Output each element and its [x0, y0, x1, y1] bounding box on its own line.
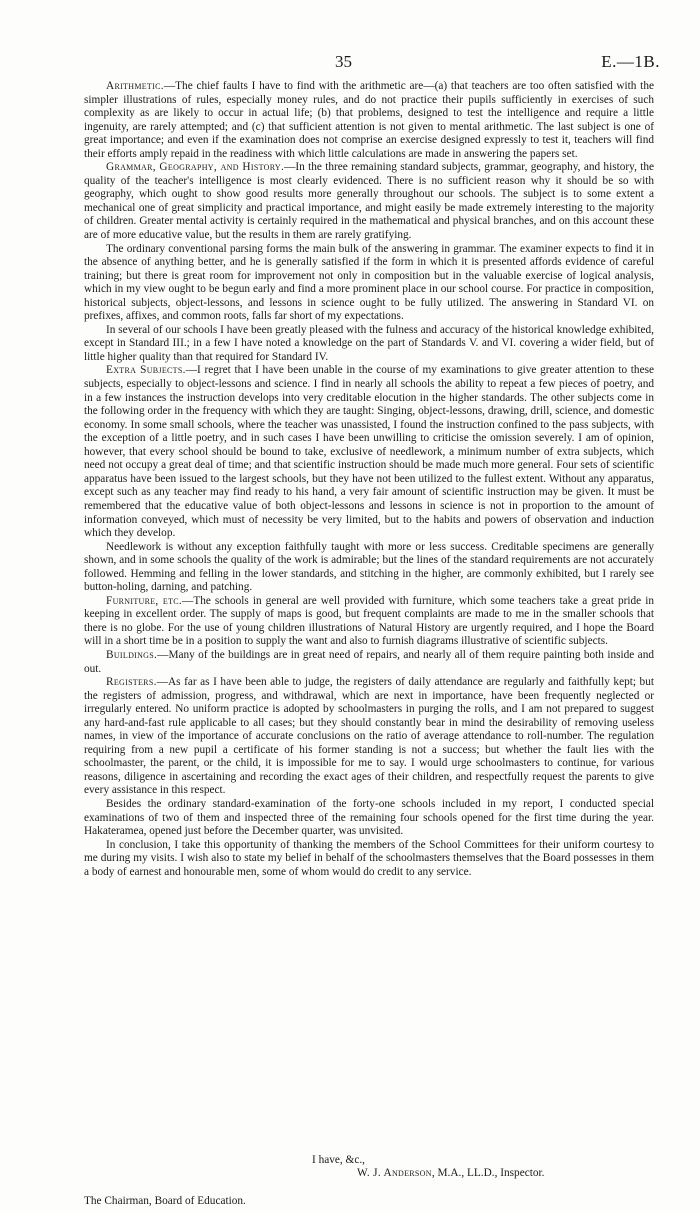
page-number: 35 — [335, 52, 352, 71]
section-heading: Grammar, Geography, and History. — [106, 161, 285, 174]
paragraph-text: —As far as I have been able to judge, the registers of daily attendance are regularly and faithfully kept; but the registers of admission, progress, and withdrawal, which are next in importance, have been frequently neglected or irregularly entered. No uniform practice is adopted by schoolmasters in purging the rolls, and I am not prepared to suggest any hard-and-fast rule applicable to all cases; but they should constantly bear in mind the desirability of removing useless names, in view of the importance of accurate conclusions on the ratio of average attendance to roll-number. The regulation requiring from a new pupil a certificate of his former standing is not a success; but whether the fault lies with the schoolmaster, the parent, or the child, it is impossible for me to say. I would urge schoolmasters to continue, for various reasons, diligence in ascertaining and recording the exact ages of their children, and respectfully request the parents to give every assistance in this respect. — [84, 676, 654, 797]
paragraph-text: In conclusion, I take this opportunity of thanking the members of the School Committees for their uniform courtesy to me during my visits. I wish also to state my belief in behalf of the schoolmasters themselves that the Board possesses in them a body of earnest and honourable men, some of whom would do credit to any service. — [84, 838, 654, 878]
paragraph-historical-knowledge — [84, 324, 654, 365]
paragraph-text: —Many of the buildings are in great need of repairs, and nearly all of them require painting both inside and out. — [84, 648, 654, 675]
paragraph-extra-subjects — [84, 364, 654, 540]
closing-salutation: I have, &c., — [312, 1154, 366, 1166]
paragraph-furniture — [84, 595, 654, 649]
paragraph-conclusion — [84, 839, 654, 880]
paragraph-text: —In the three remaining standard subjects, grammar, geography, and history, the quality of the teacher's intelligence is most clearly evidenced. There is no sufficient reason why it should be so with geography, which ought to show good results more generally throughout our schools. The subject is to some extent a mechanical one of great simplicity and practical importance, and might easily be made extremely interesting to the majority of children. Greater mental activity is certainly required in the mathematical and physical branches, and on this account these are of more educative value, but the results in them are rarely gratifying. — [84, 161, 654, 242]
paragraph-text: The ordinary conventional parsing forms the main bulk of the answering in grammar. The examiner expects to find it in the absence of anything better, and he is generally satisfied if the form in which it is presented affords evidence of careful training; but there is great room for improvement not only in composition but in the valuable exercise of logical analysis, which in my view ought to be begun early and find a more prominent place in our school course. For practice in composition, historical subjects, object-lessons, and lessons in science ought to be fully utilized. The answering in Standard VI. on prefixes, affixes, and common roots, falls far short of my expectations. — [84, 242, 654, 323]
section-heading: Registers. — [106, 676, 157, 689]
addressee: The Chairman, Board of Education. — [84, 1195, 246, 1207]
section-heading: Furniture, etc. — [106, 594, 183, 607]
paragraph-text: —The chief faults I have to find with the arithmetic are—(a) that teachers are too often satisfied with the simpler illustrations of rules, especially money rules, and do not practice their pupils sufficiently in exercises of such complexity as are likely to occur in actual life; (b) that problems, designed to test the intelligence and require a little ingenuity, are rarely attempted; and (c) that sufficient attention is not given to mental arithmetic. The last subject is one of great importance; and even if the examination does not comprise an exercise designed expressly to test it, teachers will find their efforts amply repaid in the readiness with which little calculations are made in answering the papers set. — [84, 80, 654, 160]
signature-name: W. J. Anderson — [357, 1167, 432, 1179]
page-header — [0, 52, 700, 72]
paragraph-text: —I regret that I have been unable in the course of my examinations to give greater attention to these subjects, especially to object-lessons and science. I find in nearly all schools the ability to repeat a few pieces of poetry, and in a few instances the instruction develops into very creditable elocution in the higher standards. The other subjects come in the following order in the frequency with which they are taught: Singing, object-lessons, drawing, drill, science, and domestic economy. In some small schools, where the teacher was unassisted, I found the instruction confined to the pass subjects, with the exception of a little poetry, and in such cases I have been unwilling to criticise the omission severely. I am of opinion, however, that every school should be bound to take, exclusive of needlework, a minimum number of extra subjects, which need not occupy a great deal of time; and that scientific instruction should be made much more general. Four sets of scientific apparatus have been issued to the largest schools, but they have not been utilized to the fullest extent. Without any apparatus, except such as any teacher may find ready to his hand, a very fair amount of scientific instruction may be given. It must be remembered that the educative value of both object-lessons and lessons in science is not in proportion to the amount of information conveyed, which must of necessity be very limited, but to the habits and powers of observation and induction which they develop. — [84, 364, 654, 540]
paragraph-grammar-geography-history — [84, 161, 654, 242]
paragraph-text: In several of our schools I have been greatly pleased with the fulness and accuracy of the historical knowledge exhibited, except in Standard III.; in a few I have noted a knowledge on the part of Standards V. and VI. covering a wider field, but of little higher quality than that required for Standard IV. — [84, 323, 654, 363]
section-heading: Extra Subjects. — [106, 364, 186, 377]
paragraph-text: —The schools in general are well provided with furniture, which some teachers take a great pride in keeping in excellent order. The supply of maps is good, but frequent complaints are made to me in the smaller schools that there is no globe. For the use of young children illustrations of Natural History are urgently required, and I hope the Board will in a short time be in a position to supply the want and also to furnish diagrams illustrative of scientific subjects. — [84, 594, 654, 648]
report-body — [84, 80, 654, 879]
paragraph-text: Needlework is without any exception faithfully taught with more or less success. Creditable specimens are generally shown, and in some schools the quality of the work is admirable; but the lines of the standard requirements are not accurately followed. Hemming and felling in the lower standards, and stitching in the higher, are commonly exhibited, but I rarely see button-holing, darning, and patching. — [84, 540, 654, 594]
paragraph-special-examinations — [84, 798, 654, 839]
signature-line — [357, 1167, 544, 1181]
paragraph-buildings — [84, 649, 654, 676]
signature-credentials: , M.A., LL.D., Inspector. — [431, 1167, 545, 1179]
section-heading: Buildings. — [106, 648, 158, 661]
paragraph-arithmetic — [84, 80, 654, 161]
paragraph-parsing — [84, 243, 654, 324]
paragraph-needlework — [84, 541, 654, 595]
page-reference: E.—1B. — [601, 52, 660, 71]
paragraph-text: Besides the ordinary standard-examination of the forty-one schools included in my report, I conducted special examinations of two of them and inspected three of the remaining four schools opened for the first time during the year. Hakateramea, opened just before the December quarter, was unvisited. — [84, 797, 654, 838]
section-heading: Arithmetic. — [106, 80, 164, 92]
paragraph-registers — [84, 676, 654, 798]
